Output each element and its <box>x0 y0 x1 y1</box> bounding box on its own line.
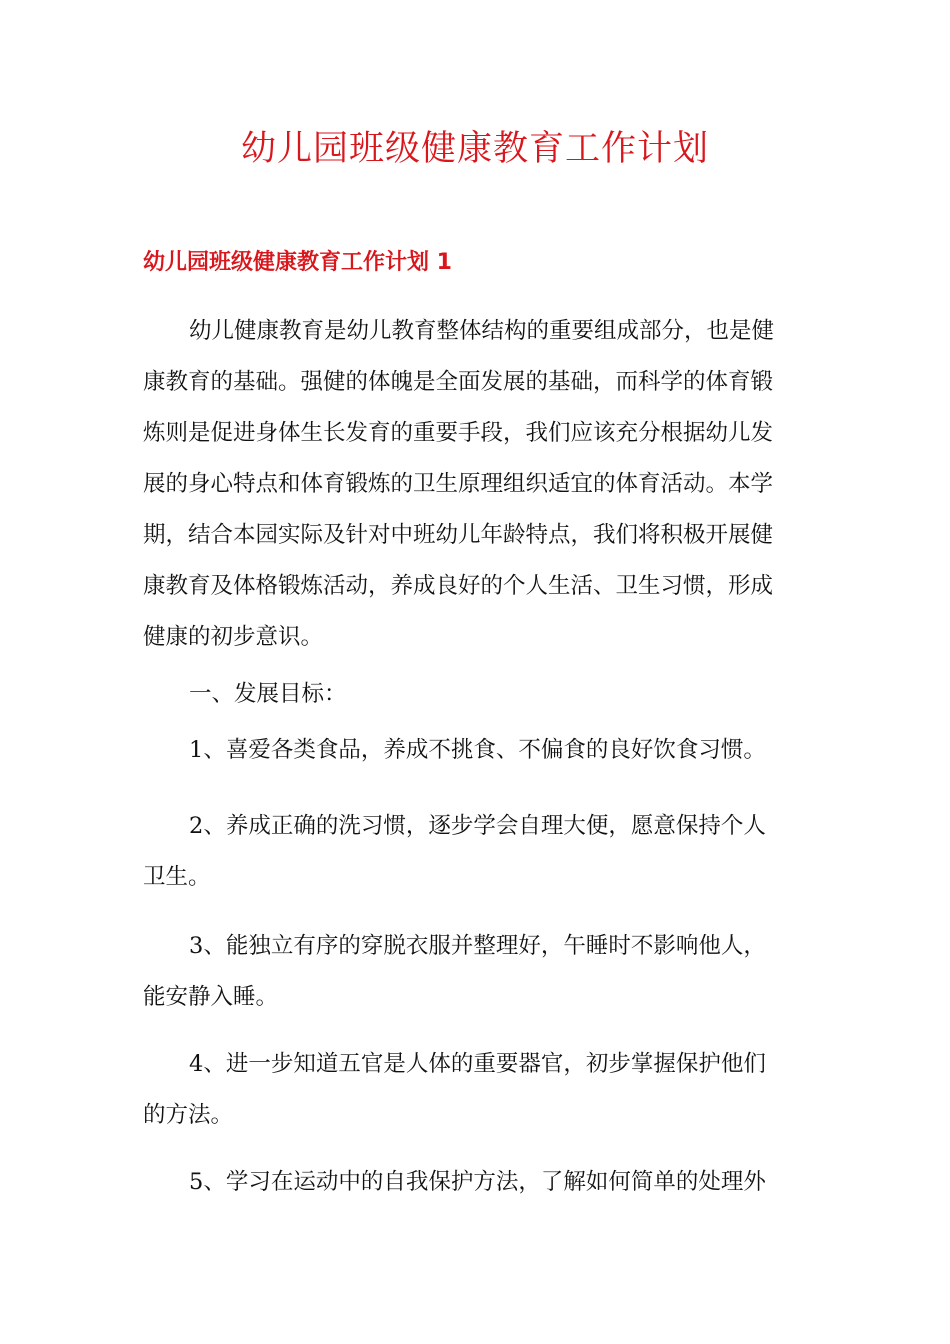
goal-line: 5、学习在运动中的自我保护方法，了解如何简单的处理外 <box>189 1169 766 1195</box>
goal-line: 1、喜爱各类食品，养成不挑食、不偏食的良好饮食习惯。 <box>189 737 766 763</box>
section-heading <box>143 669 813 720</box>
goal-line: 的方法。 <box>143 1102 234 1128</box>
intro-line: 幼儿健康教育是幼儿教育整体结构的重要组成部分，也是健 <box>189 318 775 344</box>
goal-item <box>143 1039 813 1141</box>
goal-line: 卫生。 <box>143 864 211 890</box>
goal-item <box>143 921 813 1023</box>
intro-line: 炼则是促进身体生长发育的重要手段，我们应该充分根据幼儿发 <box>143 420 774 446</box>
section-subtitle: 幼儿园班级健康教育工作计划 1 <box>143 250 452 275</box>
intro-line: 康教育及体格锻炼活动，养成良好的个人生活、卫生习惯，形成 <box>143 573 774 599</box>
intro-line: 健康的初步意识。 <box>143 624 324 650</box>
document-title: 幼儿园班级健康教育工作计划 <box>240 129 709 169</box>
intro-line: 期，结合本园实际及针对中班幼儿年龄特点，我们将积极开展健 <box>143 522 774 548</box>
goal-line: 2、养成正确的洗习惯，逐步学会自理大便，愿意保持个人 <box>189 813 766 839</box>
goal-line: 3、能独立有序的穿脱衣服并整理好，午睡时不影响他人， <box>189 933 766 959</box>
goal-item <box>143 1157 813 1208</box>
section-heading-text: 一、发展目标： <box>189 681 347 707</box>
intro-paragraph <box>143 306 813 663</box>
intro-line: 展的身心特点和体育锻炼的卫生原理组织适宜的体育活动。本学 <box>143 471 774 497</box>
intro-line: 康教育的基础。强健的体魄是全面发展的基础，而科学的体育锻 <box>143 369 774 395</box>
goal-item <box>143 725 813 776</box>
goal-item <box>143 801 813 903</box>
goal-line: 能安静入睡。 <box>143 984 279 1010</box>
goal-line: 4、进一步知道五官是人体的重要器官，初步掌握保护他们 <box>189 1051 766 1077</box>
